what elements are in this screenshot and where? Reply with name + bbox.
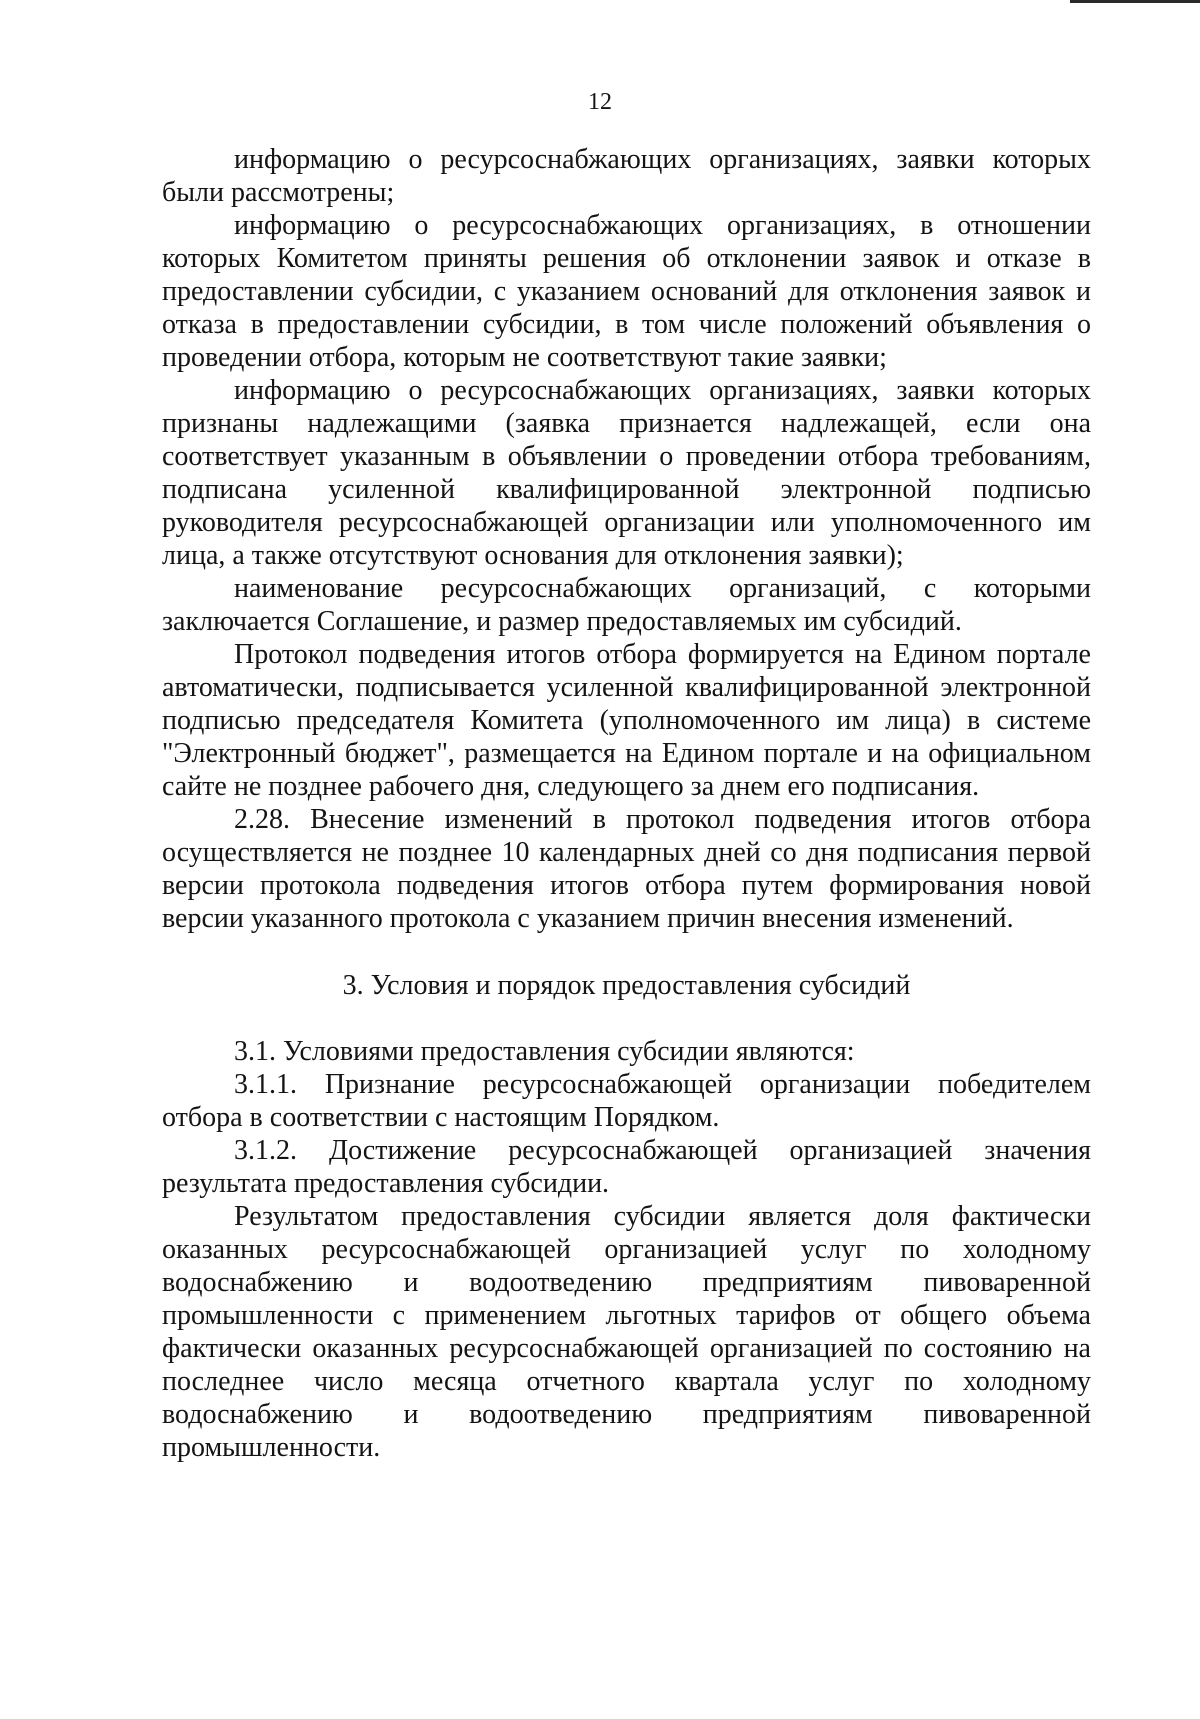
page-number: 12 <box>588 89 612 115</box>
document-body <box>162 143 1091 1464</box>
paragraph-proper-applications: информацию о ресурсоснабжающих организациях, заявки которых признаны надлежащими (заявка признается надлежащей, если она соответствует указанным в объявлении о проведении отбора требованиям, подписана усиленной квалифицированной электронной подписью руководителя ресурсоснабжающей организации или уполномоченного им лица, а также отсутствуют основания для отклонения заявки); <box>162 375 1091 571</box>
paragraph-3-1-1: 3.1.1. Признание ресурсоснабжающей организации победителем отбора в соответствии с настоящим Порядком. <box>162 1069 1091 1133</box>
paragraph-2-28: 2.28. Внесение изменений в протокол подведения итогов отбора осуществляется не позднее 10 календарных дней со дня подписания первой версии протокола подведения итогов отбора путем формирования новой версии указанного протокола с указанием причин внесения изменений. <box>162 804 1091 934</box>
paragraph-agreement-organizations: наименование ресурсоснабжающих организаций, с которыми заключается Соглашение, и размер предоставляемых им субсидий. <box>162 573 1091 637</box>
section-heading: 3. Условия и порядок предоставления субсидий <box>342 970 911 1001</box>
paragraph-rejected-applications: информацию о ресурсоснабжающих организациях, в отношении которых Комитетом приняты решения об отклонении заявок и отказе в предоставлении субсидии, с указанием оснований для отклонения заявок и отказа в предоставлении субсидии, в том числе положений объявления о проведении отбора, которым не соответствуют такие заявки; <box>162 210 1091 373</box>
paragraph-3-1: 3.1. Условиями предоставления субсидии являются: <box>234 1036 855 1067</box>
paragraph-3-1-2: 3.1.2. Достижение ресурсоснабжающей организацией значения результата предоставления субсидии. <box>162 1135 1091 1199</box>
paragraph-selection-protocol: Протокол подведения итогов отбора формируется на Едином портале автоматически, подписывается усиленной квалифицированной электронной подписью председателя Комитета (уполномоченного им лица) в системе "Электронный бюджет", размещается на Едином портале и на официальном сайте не позднее рабочего дня, следующего за днем его подписания. <box>162 639 1091 802</box>
paragraph-subsidy-result: Результатом предоставления субсидии является доля фактически оказанных ресурсоснабжающей организацией услуг по холодному водоснабжению и водоотведению предприятиям пивоваренной промышленности с применением льготных тарифов от общего объема фактически оказанных ресурсоснабжающей организацией по состоянию на последнее число месяца отчетного квартала услуг по холодному водоснабжению и водоотведению предприятиям пивоваренной промышленности. <box>162 1201 1091 1463</box>
paragraph-reviewed-applications: информацию о ресурсоснабжающих организациях, заявки которых были рассмотрены; <box>162 144 1091 208</box>
scan-edge-mark <box>1070 0 1200 3</box>
